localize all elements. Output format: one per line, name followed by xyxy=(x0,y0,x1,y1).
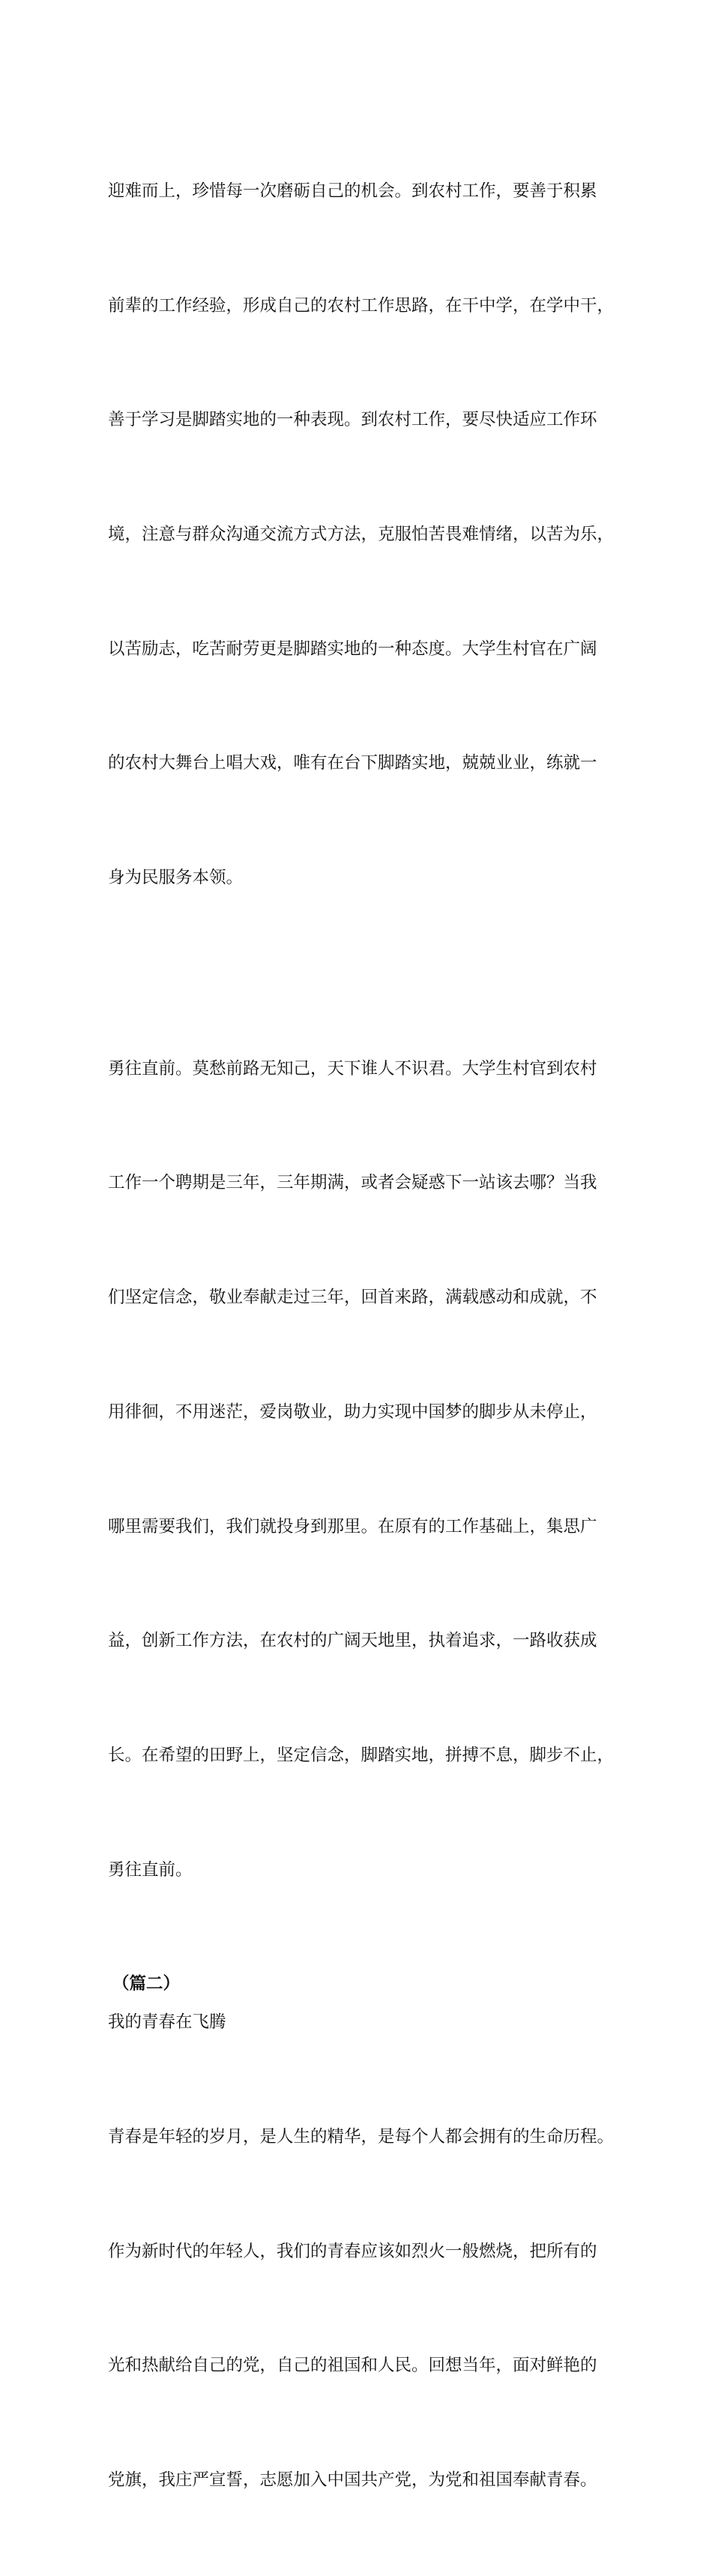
paragraph-line: 前辈的工作经验，形成自己的农村工作思路，在干中学，在学中干， xyxy=(108,295,615,316)
paragraph-line: 以苦励志，吃苦耐劳更是脚踏实地的一种态度。大学生村官在广阔 xyxy=(108,639,597,659)
paragraph-line: 长。在希望的田野上，坚定信念，脚踏实地，拼搏不息，脚步不止， xyxy=(108,1745,615,1765)
paragraph-line: 哪里需要我们，我们就投身到那里。在原有的工作基础上，集思广 xyxy=(108,1516,597,1536)
paragraph-line: 勇往直前。 xyxy=(108,1859,193,1880)
paragraph-3 xyxy=(108,2042,615,2576)
paragraph-1 xyxy=(108,96,615,974)
paragraph-line: 益，创新工作方法，在农村的广阔天地里，执着追求，一路收获成 xyxy=(108,1631,597,1651)
section-heading: （篇二） xyxy=(112,1974,181,1994)
paragraph-line: 身为民服务本领。 xyxy=(108,868,244,888)
paragraph-line: 勇往直前。莫愁前路无知己，天下谁人不识君。大学生村官到农村 xyxy=(108,1058,597,1079)
document-body xyxy=(108,96,615,2576)
paragraph-line: 光和热献给自己的党，自己的祖国和人民。回想当年，面对鲜艳的 xyxy=(108,2356,597,2376)
paragraph-line: 作为新时代的年轻人，我们的青春应该如烈火一般燃烧，把所有的 xyxy=(108,2241,597,2261)
article-title: 我的青春在飞腾 xyxy=(108,2012,226,2033)
paragraph-line: 善于学习是脚踏实地的一种表现。到农村工作，要尽快适应工作环 xyxy=(108,410,597,430)
paragraph-line: 党旗，我庄严宣誓，志愿加入中国共产党，为党和祖国奉献青春。 xyxy=(108,2470,597,2491)
paragraph-line: 迎难而上，珍惜每一次磨砺自己的机会。到农村工作，要善于积累 xyxy=(108,181,597,201)
paragraph-line: 青春是年轻的岁月，是人生的精华，是每个人都会拥有的生命历程。 xyxy=(108,2127,615,2147)
paragraph-line: 境，注意与群众沟通交流方式方法，克服怕苦畏难情绪，以苦为乐， xyxy=(108,524,615,544)
paragraph-line: 的农村大舞台上唱大戏，唯有在台下脚踏实地，兢兢业业，练就一 xyxy=(108,753,597,773)
paragraph-line: 们坚定信念，敬业奉献走过三年，回首来路，满载感动和成就，不 xyxy=(108,1288,597,1308)
paragraph-line: 用徘徊，不用迷茫，爱岗敬业，助力实现中国梦的脚步从未停止， xyxy=(108,1402,597,1422)
paragraph-line: 工作一个聘期是三年，三年期满，或者会疑惑下一站该去哪？当我 xyxy=(108,1173,597,1193)
paragraph-2 xyxy=(108,974,615,1966)
